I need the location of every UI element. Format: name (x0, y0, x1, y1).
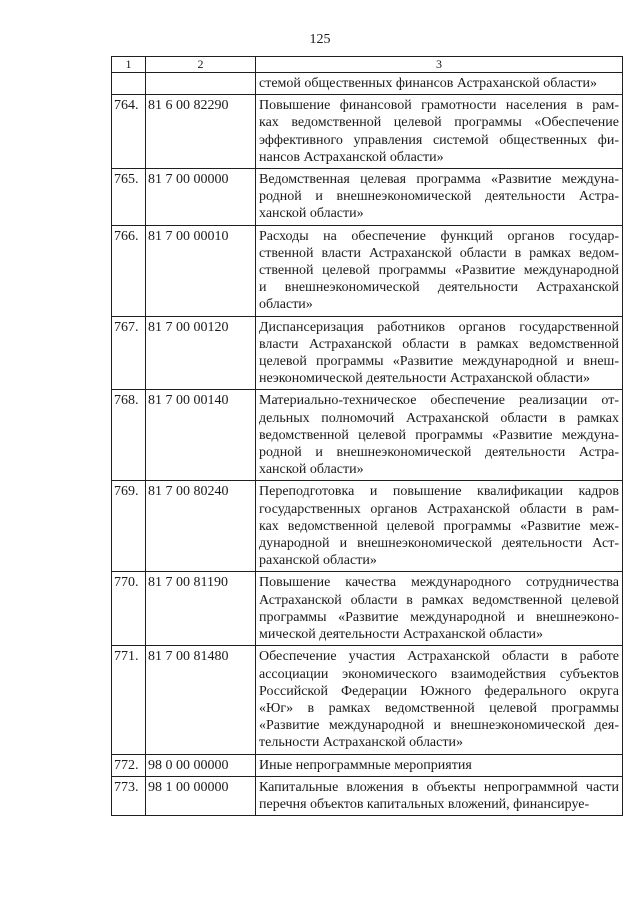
description-line: дународной и внешнеэкономической деятельности Аст- (259, 536, 619, 552)
description-line: дельных полномочий Астраханской области в рамках (259, 410, 619, 426)
table-row (112, 390, 623, 481)
row-code: 98 1 00 00000 (146, 776, 256, 815)
row-code: 81 7 00 00010 (146, 225, 256, 316)
description-line: неэкономической деятельности Астраханской области» (259, 371, 591, 387)
description-line: раханской области» (259, 553, 377, 569)
table-body (112, 57, 623, 816)
table-row (112, 572, 623, 646)
row-description (256, 776, 623, 815)
row-code: 81 7 00 00120 (146, 316, 256, 390)
row-number: 766. (112, 225, 146, 316)
description-line: ственной целевой программы «Развитие международной (259, 263, 619, 279)
description-line: ственной власти Астраханской области в рамках ведом- (259, 245, 619, 261)
row-number: 772. (112, 754, 146, 776)
description-line: Расходы на обеспечение функций органов государ- (259, 228, 619, 244)
table-row (112, 169, 623, 226)
column-number-3: 3 (256, 57, 623, 73)
description-line: Российской Федерации Южного федерального округа (259, 683, 619, 699)
table-row (112, 316, 623, 390)
description-line: ках ведомственной целевой программы «Развитие меж- (259, 518, 619, 534)
description-line: Диспансеризация работников органов государственной (259, 319, 619, 335)
row-description (256, 572, 623, 646)
row-code (146, 73, 256, 95)
description-line: Обеспечение участия Астраханской области в работе (259, 649, 619, 665)
description-line: мической деятельности Астраханской области» (259, 627, 543, 643)
description-line: ассоциации экономического взаимодействия субъектов (259, 666, 619, 682)
column-number-1: 1 (112, 57, 146, 73)
classification-table (111, 56, 623, 816)
description-line: стемой общественных финансов Астраханской области» (259, 76, 598, 91)
description-line: ках ведомственной целевой программы «Обеспечение (259, 115, 619, 131)
row-code: 81 7 00 81480 (146, 646, 256, 754)
row-code: 81 7 00 80240 (146, 481, 256, 572)
table-row (112, 646, 623, 754)
row-number: 767. (112, 316, 146, 390)
description-line: тельности Астраханской области» (259, 735, 463, 751)
row-number: 764. (112, 95, 146, 169)
description-line: нансов Астраханской области» (259, 149, 444, 165)
description-line: ханской области» (259, 206, 364, 222)
row-number: 768. (112, 390, 146, 481)
row-description (256, 754, 623, 776)
row-code: 81 7 00 00000 (146, 169, 256, 226)
row-number (112, 73, 146, 95)
description-line: Астраханской области в рамках ведомственной целевой (259, 592, 619, 608)
row-code: 81 6 00 82290 (146, 95, 256, 169)
row-code: 81 7 00 81190 (146, 572, 256, 646)
description-line: области» (259, 297, 313, 313)
description-line: государственных органов Астраханской области в рам- (259, 501, 619, 517)
description-line: перечня объектов капитальных вложений, финансируе- (259, 796, 590, 812)
row-number: 771. (112, 646, 146, 754)
row-number: 769. (112, 481, 146, 572)
row-description (256, 390, 623, 481)
table-row (112, 225, 623, 316)
row-code: 81 7 00 00140 (146, 390, 256, 481)
description-line: эффективного управления системой общественных фи- (259, 132, 619, 148)
description-line: Материально-техническое обеспечение реализации от- (259, 393, 619, 409)
table-row (112, 754, 623, 776)
description-line: Иные непрограммные мероприятия (259, 757, 472, 773)
column-number-row (112, 57, 623, 73)
row-description (256, 646, 623, 754)
row-number: 773. (112, 776, 146, 815)
description-line: ведомственной целевой программы «Развитие междуна- (259, 427, 619, 443)
column-number-2: 2 (146, 57, 256, 73)
description-line: Ведомственная целевая программа «Развитие междуна- (259, 172, 619, 188)
table-row (112, 95, 623, 169)
description-line: власти Астраханской области в рамках ведомственной (259, 336, 619, 352)
row-description (256, 169, 623, 226)
table-row (112, 481, 623, 572)
row-description (256, 225, 623, 316)
table-row (112, 776, 623, 815)
description-line: Переподготовка и повышение квалификации кадров (259, 484, 619, 500)
row-description (256, 73, 623, 95)
description-line: родной и внешнеэкономической деятельности Астра- (259, 445, 619, 461)
description-line: «Развитие международной и внешнеэкономической дея- (259, 718, 619, 734)
description-line: Повышение качества международного сотрудничества (259, 575, 619, 591)
description-line: и внешнеэкономической деятельности Астраханской (259, 280, 619, 296)
description-line: Повышение финансовой грамотности населения в рам- (259, 98, 619, 114)
description-line: целевой программы «Развитие международной и внеш- (259, 354, 619, 370)
description-line: Капитальные вложения в объекты непрограммной части (259, 779, 619, 795)
description-line: «Юг» в рамках ведомственной целевой программы (259, 700, 619, 716)
row-description (256, 481, 623, 572)
row-description (256, 95, 623, 169)
row-number: 770. (112, 572, 146, 646)
row-description (256, 316, 623, 390)
description-line: родной и внешнеэкономической деятельности Астра- (259, 189, 619, 205)
continuation-row (112, 73, 623, 95)
description-line: ханской области» (259, 462, 364, 478)
row-number: 765. (112, 169, 146, 226)
row-code: 98 0 00 00000 (146, 754, 256, 776)
page-number: 125 (309, 32, 331, 47)
description-line: программы «Развитие международной и внешнеэконо- (259, 609, 619, 625)
